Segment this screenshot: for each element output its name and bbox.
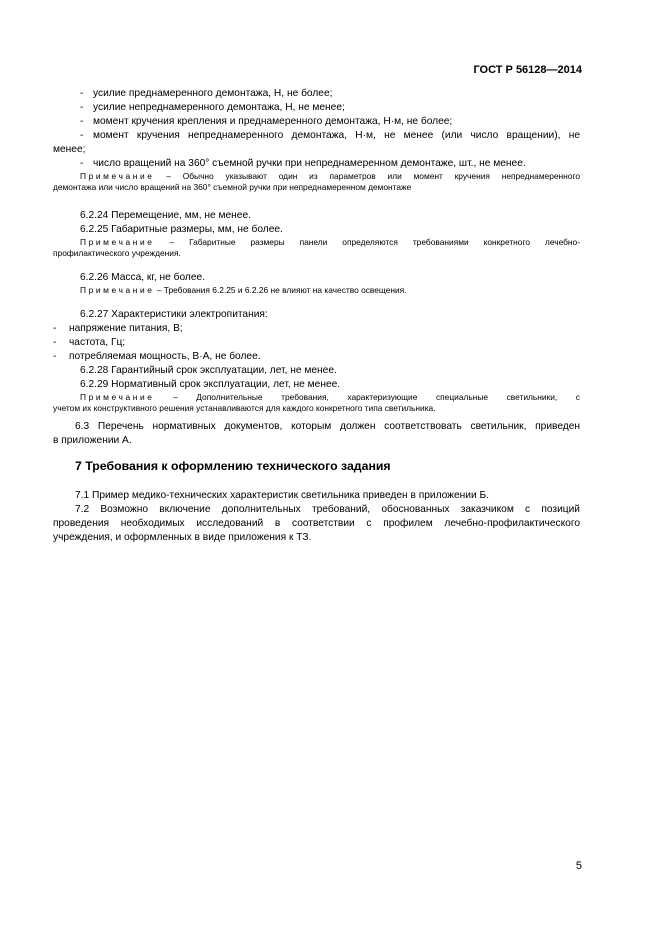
paragraph: 6.2.27 Характеристики электропитания:: [80, 309, 268, 320]
list-item: - момент кручения крепления и преднамеренного демонтажа, Н·м, не более;: [80, 116, 453, 127]
paragraph: 6.2.24 Перемещение, мм, не менее.: [80, 210, 251, 221]
list-item: - потребляемая мощность, В·А, не более.: [53, 351, 261, 362]
parameters-list-block: [53, 87, 580, 193]
note: Примечание – Дополнительные требования, характеризующие специальные светильники, с учетом их конструктивного решения устанавливаются для каждого конкретного типа светильника.: [53, 392, 580, 413]
list-item: - частота, Гц;: [53, 337, 126, 348]
paragraph: 7.1 Пример медико-технических характеристик светильника приведен в приложении Б.: [75, 490, 490, 501]
list-item: - усилие непреднамеренного демонтажа, Н, не менее;: [80, 102, 345, 113]
note-label: Примечание: [80, 285, 155, 295]
paragraph-continuation: в приложении А.: [53, 435, 132, 446]
paragraph: 7.2 Возможно включение дополнительных требований, обоснованных заказчиком с позиций: [75, 504, 580, 515]
mass-block: [53, 271, 580, 296]
paragraph-continuation: проведения необходимых исследований в соответствии с профилем лечебно-профилактического: [53, 518, 580, 529]
power-supply-block: [53, 308, 580, 414]
list-item: - напряжение питания, В;: [53, 323, 183, 334]
note: Примечание – Требования 6.2.25 и 6.2.26 не влияют на качество освещения.: [80, 285, 407, 295]
note-label: Примечание: [80, 237, 155, 247]
paragraph: 6.3 Перечень нормативных документов, которым должен соответствовать светильник, приведен: [75, 421, 580, 432]
paragraph: 6.2.28 Гарантийный срок эксплуатации, лет, не менее.: [80, 365, 337, 376]
note: Примечание – Габаритные размеры панели определяются требованиями конкретного лечебно- профилактического учреждения.: [53, 237, 580, 258]
list-item: - усилие преднамеренного демонтажа, Н, не более;: [80, 88, 333, 99]
paragraph: 6.2.26 Масса, кг, не более.: [80, 272, 206, 283]
section-7-body: [53, 489, 580, 545]
note-label: Примечание: [80, 392, 155, 402]
paragraph: 6.2.29 Нормативный срок эксплуатации, лет, не менее.: [80, 379, 341, 390]
page-number: 5: [575, 860, 582, 872]
note-label: Примечание: [80, 171, 155, 181]
paragraph-continuation: учреждения, и оформленных в виде приложения к ТЗ.: [53, 532, 312, 543]
note: Примечание – Обычно указывают один из параметров или момент кручения непреднамеренного демонтажа или число вращений на 360° съемной ручки при непреднамеренном демонтаже: [53, 171, 580, 192]
list-item: - момент кручения непреднамеренного демонтажа, Н·м, не менее (или число вращении), не: [80, 130, 580, 141]
normative-docs-block: [53, 420, 580, 448]
paragraph: 6.2.25 Габаритные размеры, мм, не более.: [80, 224, 283, 235]
list-item-continuation: менее;: [53, 144, 86, 155]
document-standard-number: ГОСТ Р 56128—2014: [473, 64, 582, 76]
list-item: - число вращений на 360° съемной ручки при непреднамеренном демонтаже, шт., не менее.: [80, 158, 526, 169]
section-title: 7 Требования к оформлению технического задания: [75, 459, 391, 473]
dimensions-block: [53, 209, 580, 259]
